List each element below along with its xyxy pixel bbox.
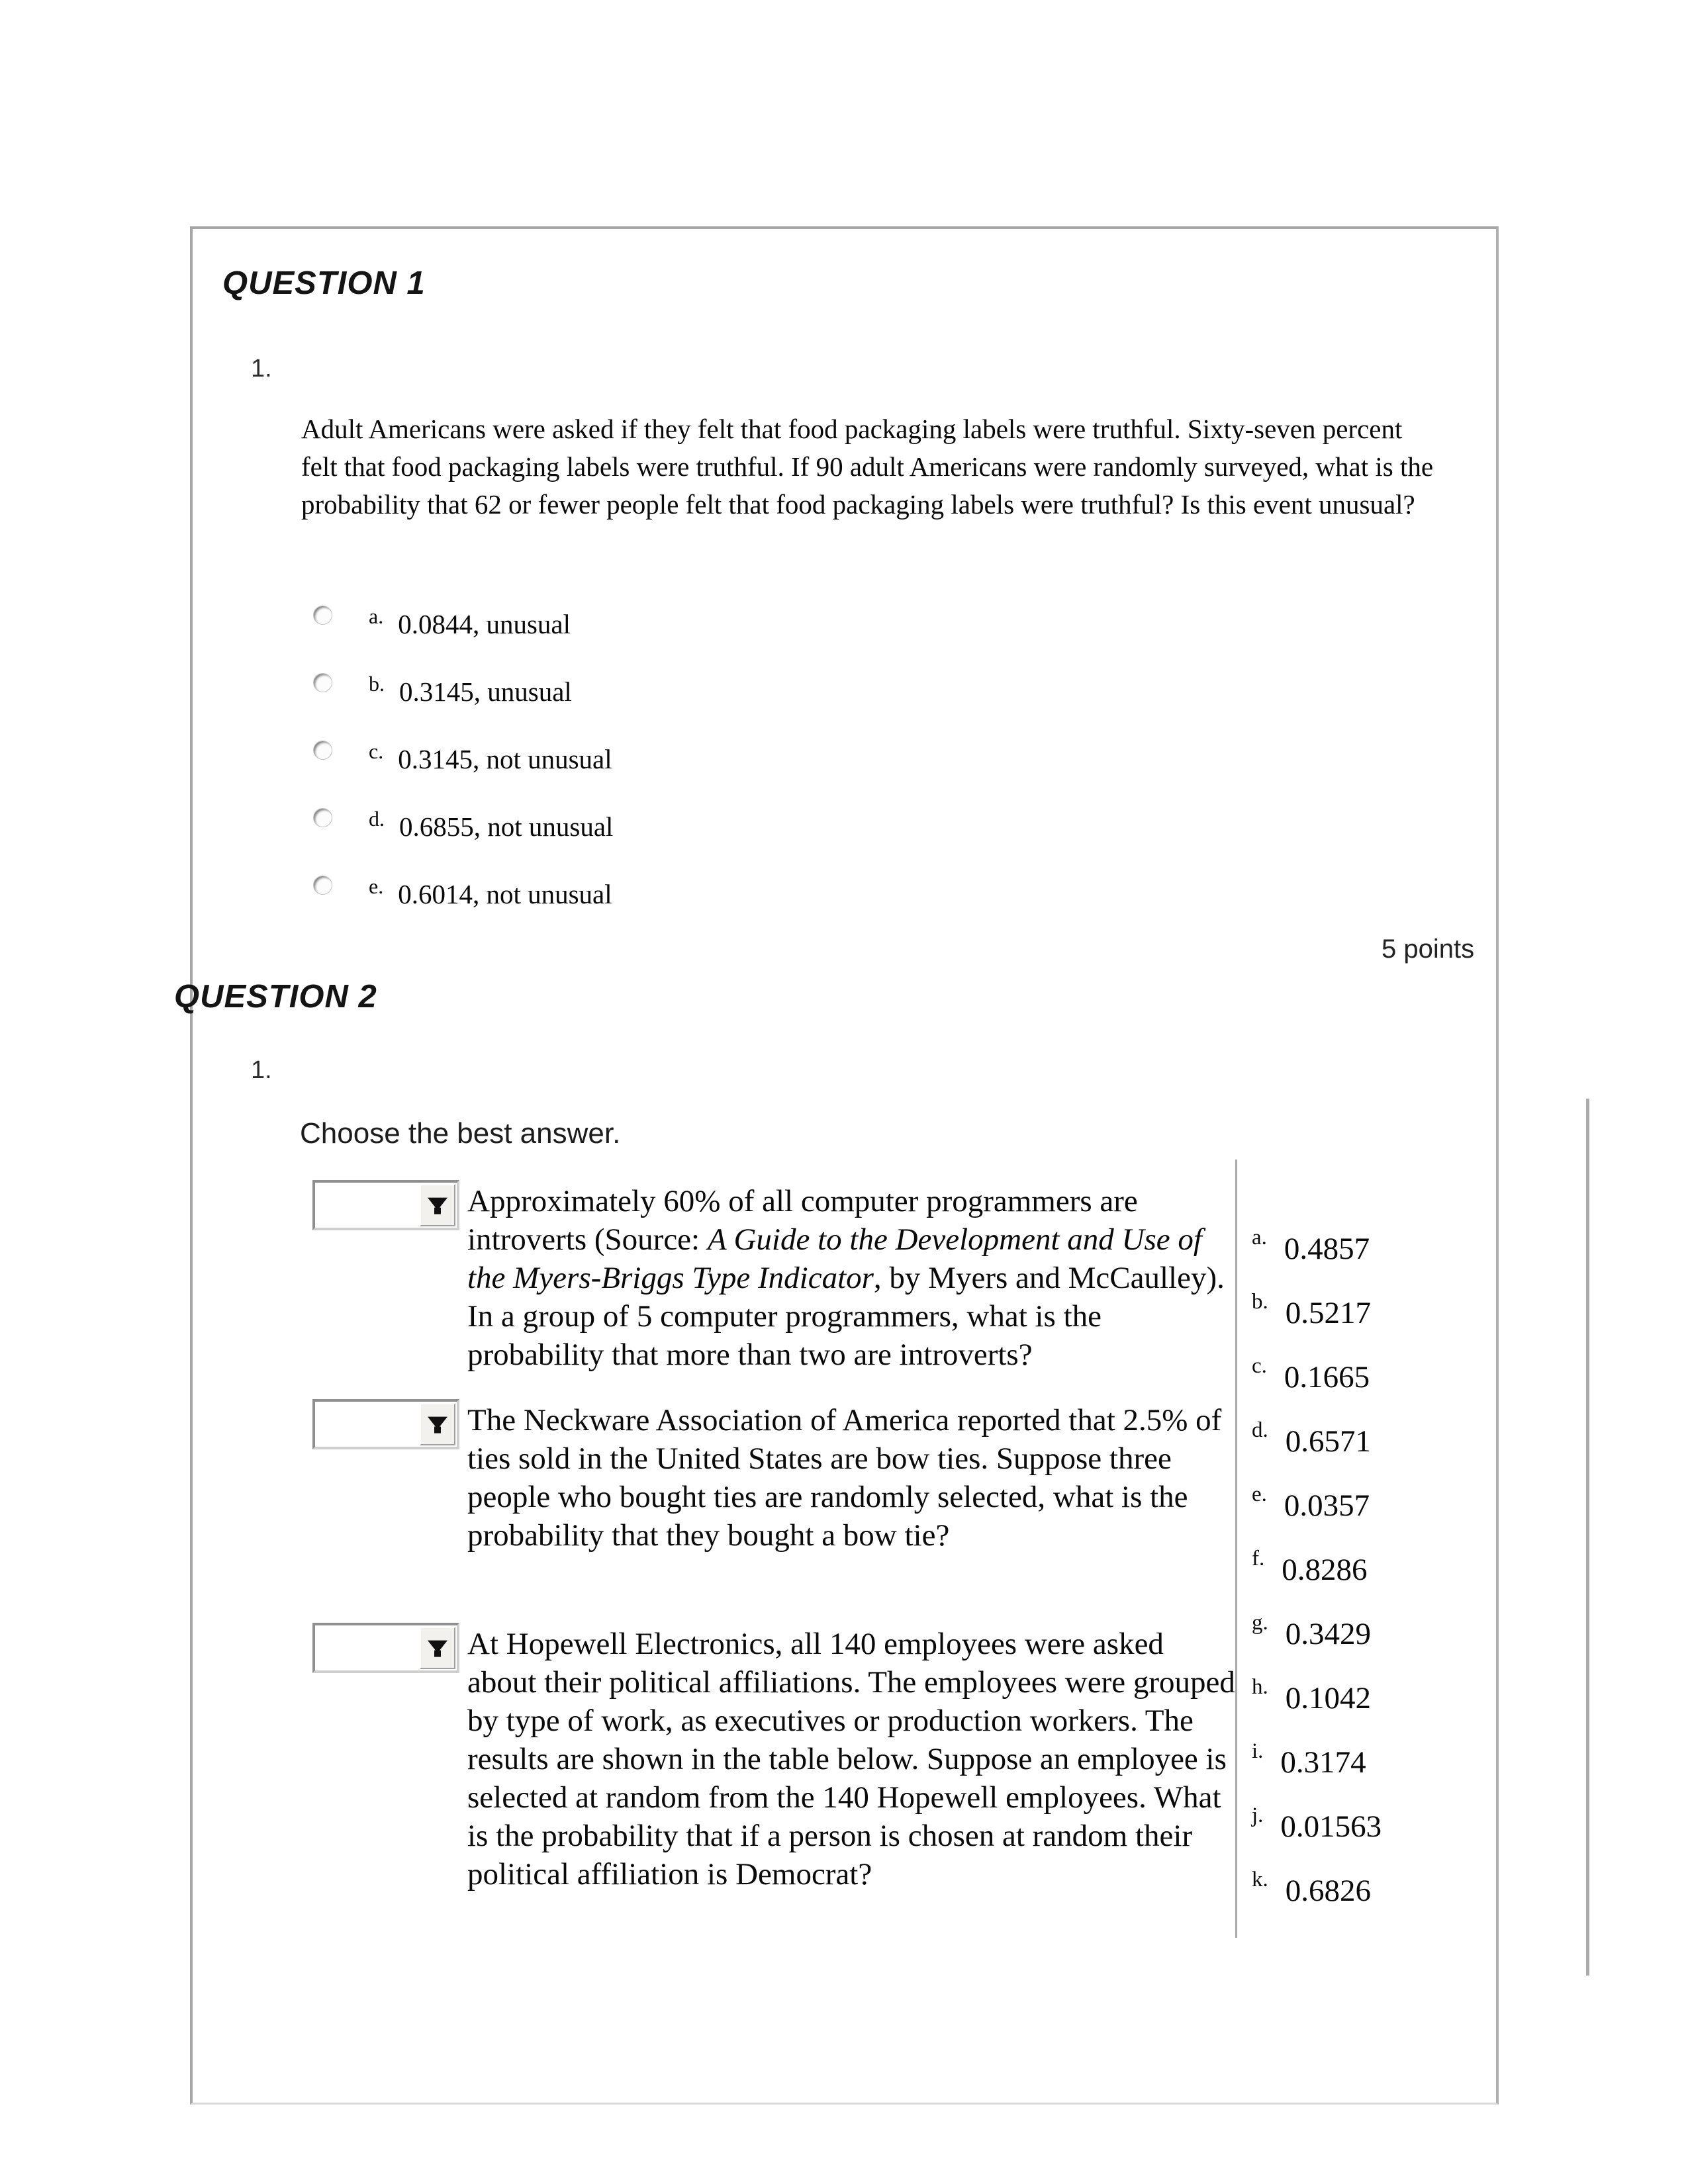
answer-value: 0.8286	[1282, 1553, 1368, 1587]
option-row-c	[313, 739, 612, 773]
answer-row-d	[1252, 1418, 1371, 1457]
question1-heading: QUESTION 1	[222, 265, 426, 301]
column-divider	[1235, 1160, 1237, 1938]
answer-letter: j.	[1252, 1803, 1264, 1827]
answer-value: 0.6571	[1285, 1424, 1371, 1459]
subq2-text-pre: The Neckware Association of America reported that 2.5% of ties sold in the United States are bow ties. Suppose three people who bought ties are randomly selected, what is the probability that they bought a bow tie?	[467, 1403, 1222, 1553]
answer-row-c	[1252, 1354, 1370, 1393]
answer-value: 0.4857	[1284, 1232, 1370, 1266]
answer-value: 0.0357	[1284, 1488, 1370, 1523]
radio-option-d[interactable]	[313, 808, 332, 827]
option-row-d	[313, 807, 613, 841]
answer-row-f	[1252, 1547, 1368, 1586]
option-row-b	[313, 672, 572, 705]
subq3-answer-dropdown[interactable]	[312, 1623, 459, 1673]
option-text: 0.0844, unusual	[398, 609, 571, 639]
question2-number: 1.	[251, 1056, 272, 1084]
option-text: 0.3145, unusual	[399, 676, 572, 707]
subq3-text	[467, 1625, 1235, 1893]
dropdown-arrow-icon	[428, 1641, 447, 1653]
option-letter: a.	[369, 604, 384, 628]
dropdown-button[interactable]	[420, 1627, 455, 1669]
answer-letter: i.	[1252, 1739, 1264, 1763]
answer-row-e	[1252, 1482, 1370, 1522]
dropdown-arrow-icon	[428, 1198, 447, 1210]
subq1-text-pre: Approximately 60% of all computer programmers are introverts (Source:	[467, 1184, 1138, 1257]
dropdown-button[interactable]	[420, 1403, 455, 1445]
radio-option-e[interactable]	[313, 876, 332, 895]
radio-option-b[interactable]	[313, 673, 332, 692]
option-text: 0.6014, not unusual	[398, 879, 612, 909]
dropdown-button[interactable]	[420, 1184, 455, 1226]
option-text: 0.3145, not unusual	[398, 744, 612, 774]
option-letter: c.	[369, 739, 384, 763]
option-letter: e.	[369, 874, 384, 898]
answer-value: 0.1042	[1285, 1681, 1371, 1715]
answer-letter: g.	[1252, 1611, 1268, 1635]
answer-row-h	[1252, 1675, 1371, 1714]
answer-letter: e.	[1252, 1482, 1267, 1506]
answer-row-b	[1252, 1290, 1371, 1329]
answer-letter: b.	[1252, 1290, 1268, 1314]
answer-row-g	[1252, 1611, 1371, 1650]
option-row-a	[313, 604, 571, 638]
dropdown-arrow-icon	[428, 1417, 447, 1430]
radio-option-c[interactable]	[313, 741, 332, 760]
answer-row-i	[1252, 1739, 1366, 1778]
answer-value: 0.3174	[1280, 1745, 1366, 1780]
answer-letter: d.	[1252, 1418, 1268, 1442]
option-letter: b.	[369, 672, 385, 696]
subq2-text	[467, 1401, 1235, 1555]
answer-letter: a.	[1252, 1226, 1267, 1250]
answer-value: 0.01563	[1280, 1809, 1382, 1844]
answer-row-k	[1252, 1868, 1371, 1907]
answer-letter: k.	[1252, 1868, 1268, 1891]
question1-points-label: 5 points	[1382, 934, 1475, 964]
answer-letter: f.	[1252, 1547, 1265, 1570]
option-letter: d.	[369, 807, 385, 831]
option-text: 0.6855, not unusual	[399, 811, 614, 842]
question2-heading: QUESTION 2	[174, 979, 377, 1015]
answer-value: 0.3429	[1285, 1617, 1371, 1651]
right-border-line	[1586, 1099, 1589, 1976]
subq1-text-post: , by Myers and McCaulley). In a group of 5 computer programmers, what is the probability that more than two are introverts?	[467, 1261, 1225, 1372]
answer-letter: c.	[1252, 1354, 1267, 1378]
question1-number: 1.	[251, 355, 272, 383]
subq1-text	[467, 1182, 1235, 1374]
radio-option-a[interactable]	[313, 606, 332, 625]
subq1-text-italic: A Guide to the Development and Use of the Myers-Briggs Type Indicator	[467, 1222, 1202, 1295]
answer-letter: h.	[1252, 1675, 1268, 1699]
question2-instruction: Choose the best answer.	[300, 1117, 621, 1150]
option-row-e	[313, 874, 612, 908]
answer-value: 0.6826	[1285, 1874, 1371, 1908]
subq3-text-pre: At Hopewell Electronics, all 140 employees were asked about their political affiliations. The employees were grouped by type of work, as executives or production workers. The results are shown in the table below. Suppose an employee is selected at random from the 140 Hopewell employees. What is the probability that if a person is chosen at random their political affiliation is Democrat?	[467, 1627, 1235, 1891]
answer-value: 0.5217	[1285, 1296, 1371, 1330]
answer-row-j	[1252, 1803, 1382, 1843]
answer-row-a	[1252, 1226, 1370, 1265]
subq2-answer-dropdown[interactable]	[312, 1399, 459, 1449]
subq1-answer-dropdown[interactable]	[312, 1180, 459, 1230]
question1-prompt: Adult Americans were asked if they felt that food packaging labels were truthful. Sixty-seven percent felt that food packaging labels were truthful. If 90 adult Americans were randomly surveyed, what is the probability that 62 or fewer people felt that food packaging labels were truthful? Is this event unusual?	[301, 414, 1434, 520]
answer-value: 0.1665	[1284, 1360, 1370, 1394]
